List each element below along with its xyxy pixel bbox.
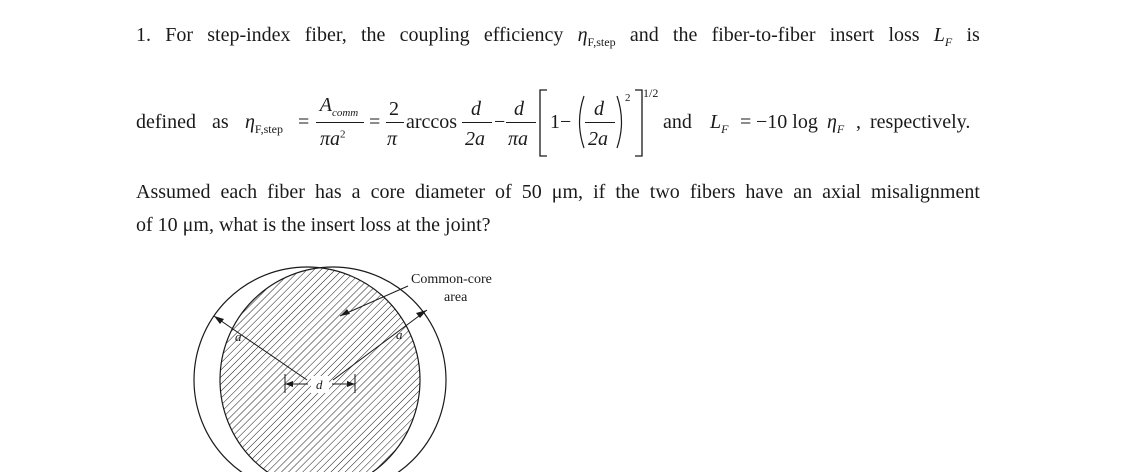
inner-d-numerator: d (594, 98, 604, 120)
question-word: Assumed (136, 181, 211, 203)
word: and (629, 24, 659, 46)
l-symbol: L (933, 24, 945, 46)
word: efficiency (483, 24, 564, 46)
one-minus: 1− (550, 111, 572, 133)
and-word: and (663, 111, 692, 133)
fraction-bar (316, 122, 364, 123)
minus-10-log: −10 log (756, 111, 818, 133)
fraction-acomm-numerator (314, 94, 364, 117)
square-exponent: 2 (340, 128, 346, 141)
question-word: have (745, 181, 784, 203)
area-label: area (444, 290, 468, 305)
equals-1: = (298, 111, 310, 133)
eta-f-symbol (827, 111, 844, 134)
eta-symbol: η (577, 24, 588, 46)
equals-3: = (740, 111, 752, 133)
arccos-function: arccos (406, 111, 458, 133)
l-symbol: L (710, 111, 722, 133)
eta-fstep-symbol (578, 24, 616, 47)
eta-subscript: F,step (587, 35, 616, 49)
common-core-label: Common-core (411, 272, 492, 287)
question-word: core (370, 181, 405, 203)
fraction-bar (506, 122, 536, 123)
radius-label-right: a (396, 327, 403, 342)
word: step-index (207, 24, 291, 46)
loss-lf-symbol (934, 24, 952, 47)
equation-line (136, 88, 980, 160)
fiber-misalignment-figure (180, 262, 520, 472)
question-word: diameter (415, 181, 485, 203)
fraction-pi-denominator: π (387, 128, 398, 150)
fraction-bar (386, 122, 404, 123)
eta-symbol: η (245, 111, 255, 133)
pi-a: πa (320, 128, 341, 150)
comma: , (856, 111, 861, 133)
eta-subscript: F,step (254, 122, 283, 136)
question-word: fibers (689, 181, 736, 203)
fraction-d-numerator: d (471, 98, 481, 120)
question-word: a (351, 181, 361, 203)
word: fiber-to-fiber (711, 24, 816, 46)
question-word: each (220, 181, 258, 203)
question-word: μm, (551, 181, 584, 203)
fraction-pi-a-denominator: πa (508, 128, 529, 150)
fraction-bar (585, 122, 615, 123)
eta-subscript: F (836, 122, 845, 136)
question-word: fiber (267, 181, 305, 203)
inner-2a-denominator: 2a (588, 128, 608, 150)
left-bracket (536, 88, 550, 158)
eq-lead-defined: defined (136, 111, 196, 133)
equals-2: = (369, 111, 381, 133)
l-subscript: F (721, 122, 729, 136)
radius-label-left: a (235, 329, 242, 344)
common-core-area (220, 267, 446, 472)
misalignment-d-label: d (316, 377, 323, 392)
question-word: the (615, 181, 640, 203)
question-line-2: of 10 μm, what is the insert loss at the joint? (136, 214, 491, 236)
problem-line-1 (136, 24, 980, 47)
word: the (672, 24, 698, 46)
loss-lf-symbol-eq (710, 111, 728, 134)
l-subscript: F (944, 35, 953, 49)
problem-number: 1. (136, 24, 151, 46)
word: loss (888, 24, 920, 46)
question-word: an (793, 181, 813, 203)
question-word: has (314, 181, 342, 203)
eta-symbol: η (827, 111, 837, 133)
word: coupling (399, 24, 470, 46)
fraction-two-numerator: 2 (389, 98, 399, 120)
fraction-d-numerator-2: d (514, 98, 524, 120)
question-word: misalignment (871, 181, 980, 203)
question-word: 50 (521, 181, 542, 203)
word: fiber, (304, 24, 347, 46)
inner-exponent: 2 (625, 92, 631, 104)
radius-arrowhead-left (214, 316, 224, 324)
question-word: if (593, 181, 606, 203)
word: the (360, 24, 386, 46)
eta-fstep-symbol-eq (245, 111, 283, 134)
a-comm-symbol: A (319, 94, 332, 116)
question-line-1 (136, 181, 980, 204)
word: is (966, 24, 980, 46)
question-word: of (495, 181, 512, 203)
question-word: axial (822, 181, 861, 203)
word: For (165, 24, 194, 46)
question-word: two (649, 181, 680, 203)
fraction-bar (462, 122, 492, 123)
word: insert (829, 24, 875, 46)
outer-exponent: 1/2 (643, 86, 659, 100)
fraction-2a-denominator: 2a (465, 128, 485, 150)
minus-sign: − (494, 111, 506, 133)
respectively-word: respectively. (870, 111, 971, 133)
fraction-acomm-denominator (320, 128, 346, 151)
eq-lead-as: as (212, 111, 229, 133)
a-comm-subscript: comm (331, 107, 359, 119)
